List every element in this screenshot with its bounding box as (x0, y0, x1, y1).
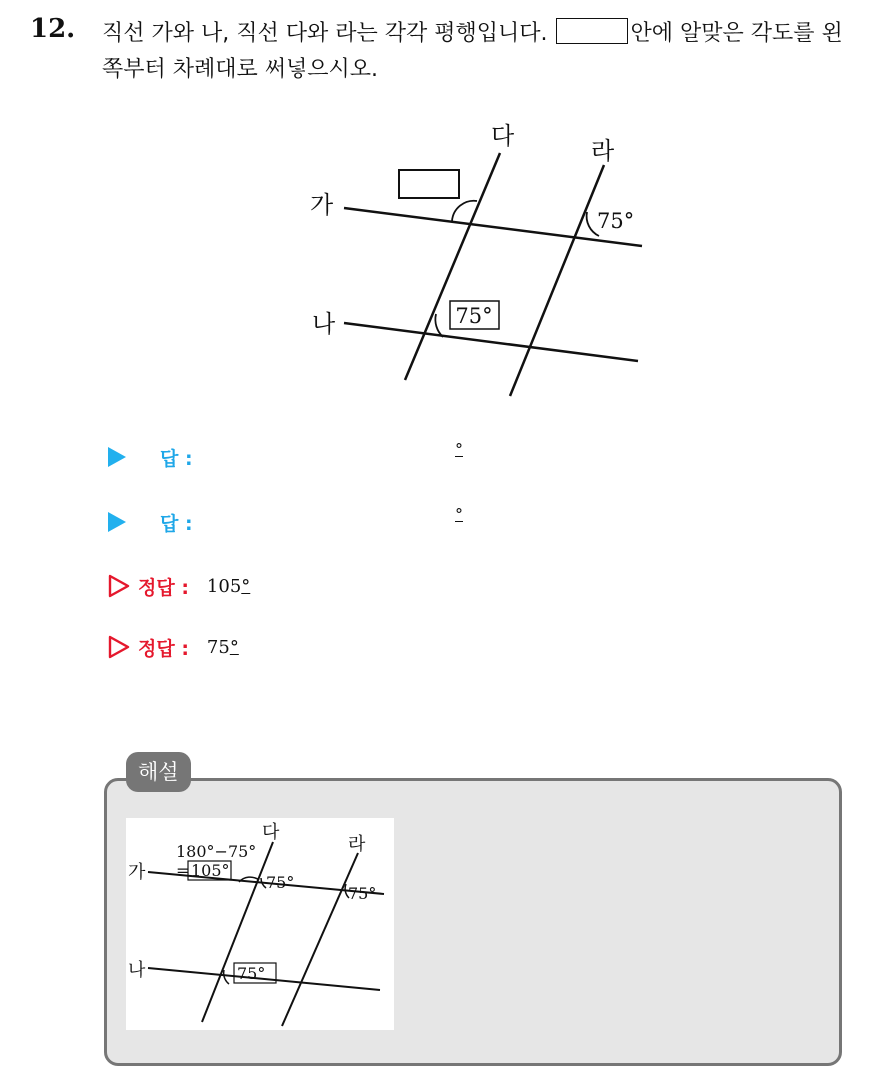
expl-label-ga: 가 (128, 862, 146, 883)
correct-row-1 (108, 571, 250, 601)
label-na: 나 (312, 310, 336, 338)
expl-angle-a: 75° (266, 873, 295, 892)
outline-triangle-icon (108, 635, 130, 659)
expl-calc-result: 105° (191, 861, 230, 880)
expl-label-na: 나 (128, 960, 146, 981)
given-angle-label: 75° (597, 209, 635, 233)
expl-label-da: 다 (262, 822, 280, 843)
label-da: 다 (491, 122, 515, 150)
answer-degree-2: ° (455, 505, 463, 524)
label-ga: 가 (310, 191, 334, 219)
angle-arc-bottom (435, 314, 443, 337)
answer-arrow-icon (108, 512, 126, 532)
answer-arrow-icon (108, 447, 126, 467)
expl-label-ra: 라 (348, 834, 366, 855)
question-number: 12. (30, 14, 76, 44)
correct-value-2: 75° (206, 636, 239, 658)
question-text-part2: 안에 알맞은 각도를 왼쪽부터 차례대로 써넣으시오. (102, 21, 843, 82)
correct-label: 정답 : (138, 637, 189, 660)
expl-angle-c: 75° (237, 964, 266, 983)
parallel-lines-figure (0, 0, 884, 420)
expl-calc-eq: = (176, 861, 190, 880)
outline-triangle-icon (108, 574, 130, 598)
answer-row-2 (108, 507, 193, 537)
label-ra: 라 (591, 137, 615, 165)
expl-angle-b: 75° (348, 884, 377, 903)
explanation-tab: 해설 (126, 752, 191, 792)
line-ra (510, 165, 604, 396)
explanation-figure (126, 818, 394, 1030)
answer-label: 답 : (160, 512, 193, 535)
correct-value-1: 105° (206, 575, 251, 597)
expl-calc-line1: 180°−75° (176, 842, 257, 861)
boxed-angle-label: 75° (455, 304, 493, 328)
correct-row-2 (108, 632, 239, 662)
answer-degree-1: ° (455, 440, 463, 459)
correct-label: 정답 : (138, 576, 189, 599)
question-text-part1: 직선 가와 나, 직선 다와 라는 각각 평행입니다. (102, 21, 555, 46)
answer-label: 답 : (160, 447, 193, 470)
figure-answer-box (399, 170, 459, 198)
answer-row-1 (108, 442, 193, 472)
